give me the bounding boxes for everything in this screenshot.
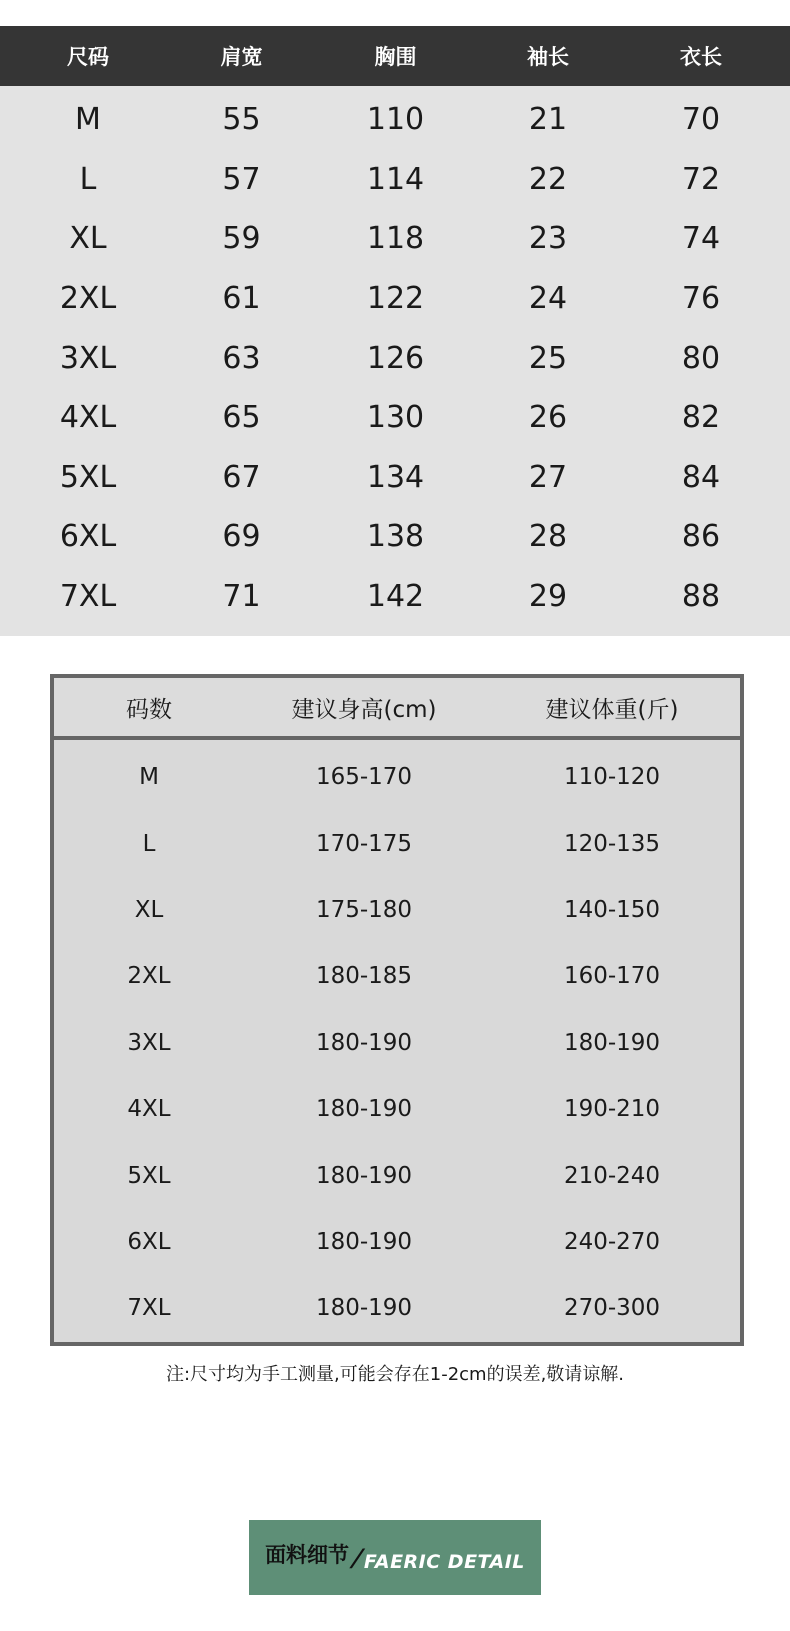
table-cell: 240-270: [563, 1228, 661, 1255]
table-cell: 270-300: [563, 1295, 661, 1322]
table-cell: 138: [366, 519, 425, 555]
table-cell: 24: [528, 281, 568, 317]
table-cell: 180-190: [315, 1096, 413, 1123]
table-cell: 180-185: [315, 963, 413, 990]
table-cell: 180-190: [563, 1029, 661, 1056]
table-cell: M: [139, 764, 159, 791]
header-code: 码数: [126, 696, 172, 723]
table-cell: 210-240: [563, 1162, 661, 1189]
table-cell: 22: [528, 161, 568, 197]
header-shoulder: 肩宽: [220, 45, 263, 69]
table-cell: 88: [681, 579, 721, 615]
table-cell: 3XL: [59, 340, 117, 376]
table-row: [54, 877, 740, 943]
table-cell: 4XL: [127, 1096, 171, 1123]
table-cell: 26: [528, 400, 568, 436]
table-cell: 170-175: [315, 830, 413, 857]
header-sleeve: 袖长: [527, 45, 569, 69]
table-row: [54, 810, 740, 876]
table-cell: 82: [681, 400, 721, 436]
table-cell: XL: [69, 221, 107, 257]
banner-cn-text: 面料细节: [265, 1542, 350, 1567]
table-cell: 29: [528, 579, 568, 615]
table-cell: 72: [681, 161, 721, 197]
table-cell: 7XL: [127, 1295, 171, 1322]
table-cell: 5XL: [127, 1162, 171, 1189]
table-cell: 118: [366, 221, 425, 257]
table-cell: 4XL: [59, 400, 117, 436]
table-row: [54, 943, 740, 1009]
table-cell: 80: [681, 340, 721, 376]
table-row: [0, 269, 790, 329]
table-cell: 57: [222, 161, 261, 197]
table-cell: 180-190: [315, 1029, 413, 1056]
table-cell: 70: [681, 102, 721, 138]
table-row: [54, 1076, 740, 1142]
table-cell: L: [142, 830, 156, 857]
table-cell: 180-190: [315, 1228, 413, 1255]
header-weight: 建议体重(斤): [545, 696, 679, 723]
table-cell: 65: [222, 400, 261, 436]
table-cell: 110-120: [563, 764, 661, 791]
table-row: [54, 1142, 740, 1208]
table-row: [0, 90, 790, 150]
table-cell: M: [75, 102, 101, 138]
table-cell: 59: [222, 221, 261, 257]
table-row: [54, 1209, 740, 1275]
header-chest: 胸围: [374, 45, 417, 69]
table-cell: 7XL: [59, 579, 117, 615]
table-cell: 180-190: [315, 1162, 413, 1189]
table-row: [0, 448, 790, 508]
table-row: [0, 328, 790, 388]
table-cell: 134: [366, 459, 425, 495]
table-cell: 120-135: [563, 830, 661, 857]
table-cell: 130: [366, 400, 425, 436]
table-cell: 27: [528, 459, 568, 495]
table-row: [0, 150, 790, 210]
size-table-header: [0, 26, 790, 86]
table-cell: 165-170: [315, 764, 413, 791]
table-cell: 23: [528, 221, 568, 257]
table-cell: 67: [222, 459, 261, 495]
recommendation-table: [50, 674, 744, 1346]
table-cell: 86: [681, 519, 721, 555]
table-cell: 63: [222, 340, 261, 376]
table-row: [54, 1010, 740, 1076]
table-cell: 126: [366, 340, 425, 376]
table-row: [54, 744, 740, 810]
table-cell: 25: [528, 340, 568, 376]
table-cell: 142: [366, 579, 425, 615]
table-cell: 28: [528, 519, 568, 555]
measurement-note: 注:尺寸均为手工测量,可能会存在1-2cm的误差,敬请谅解.: [165, 1364, 625, 1385]
fabric-detail-banner: [249, 1520, 541, 1595]
table-cell: 2XL: [127, 963, 171, 990]
table-cell: 2XL: [59, 281, 117, 317]
table-cell: 69: [222, 519, 261, 555]
table-cell: 76: [681, 281, 721, 317]
table-cell: 114: [366, 161, 425, 197]
table-cell: 175-180: [315, 896, 413, 923]
table-cell: 84: [681, 459, 721, 495]
header-size: 尺码: [67, 45, 109, 69]
table-cell: 190-210: [563, 1096, 661, 1123]
table-cell: 21: [528, 102, 568, 138]
table-cell: XL: [134, 896, 164, 923]
table-cell: 61: [222, 281, 261, 317]
table-cell: 110: [366, 102, 425, 138]
table-row: [54, 1275, 740, 1341]
table-cell: 160-170: [563, 963, 661, 990]
table-cell: 71: [222, 579, 261, 615]
table-cell: 122: [366, 281, 425, 317]
table-row: [0, 567, 790, 627]
table-cell: 180-190: [315, 1295, 413, 1322]
table-cell: 74: [681, 221, 721, 257]
table-cell: 5XL: [59, 459, 117, 495]
size-measurement-table: [0, 26, 790, 636]
table-cell: 3XL: [127, 1029, 171, 1056]
table-cell: 55: [222, 102, 261, 138]
table-row: [0, 209, 790, 269]
table-cell: 140-150: [563, 896, 661, 923]
slash-icon: /: [347, 1543, 367, 1572]
size-table-body: [0, 86, 790, 636]
table-cell: L: [79, 161, 97, 197]
banner-en-text: FAERIC DETAIL: [363, 1550, 525, 1573]
rec-table-body: [54, 740, 740, 1342]
table-cell: 6XL: [59, 519, 117, 555]
table-cell: 6XL: [127, 1228, 171, 1255]
table-row: [0, 388, 790, 448]
header-length: 衣长: [680, 45, 722, 69]
rec-table-header: [54, 678, 740, 740]
table-row: [0, 507, 790, 567]
header-height: 建议身高(cm): [291, 696, 437, 723]
